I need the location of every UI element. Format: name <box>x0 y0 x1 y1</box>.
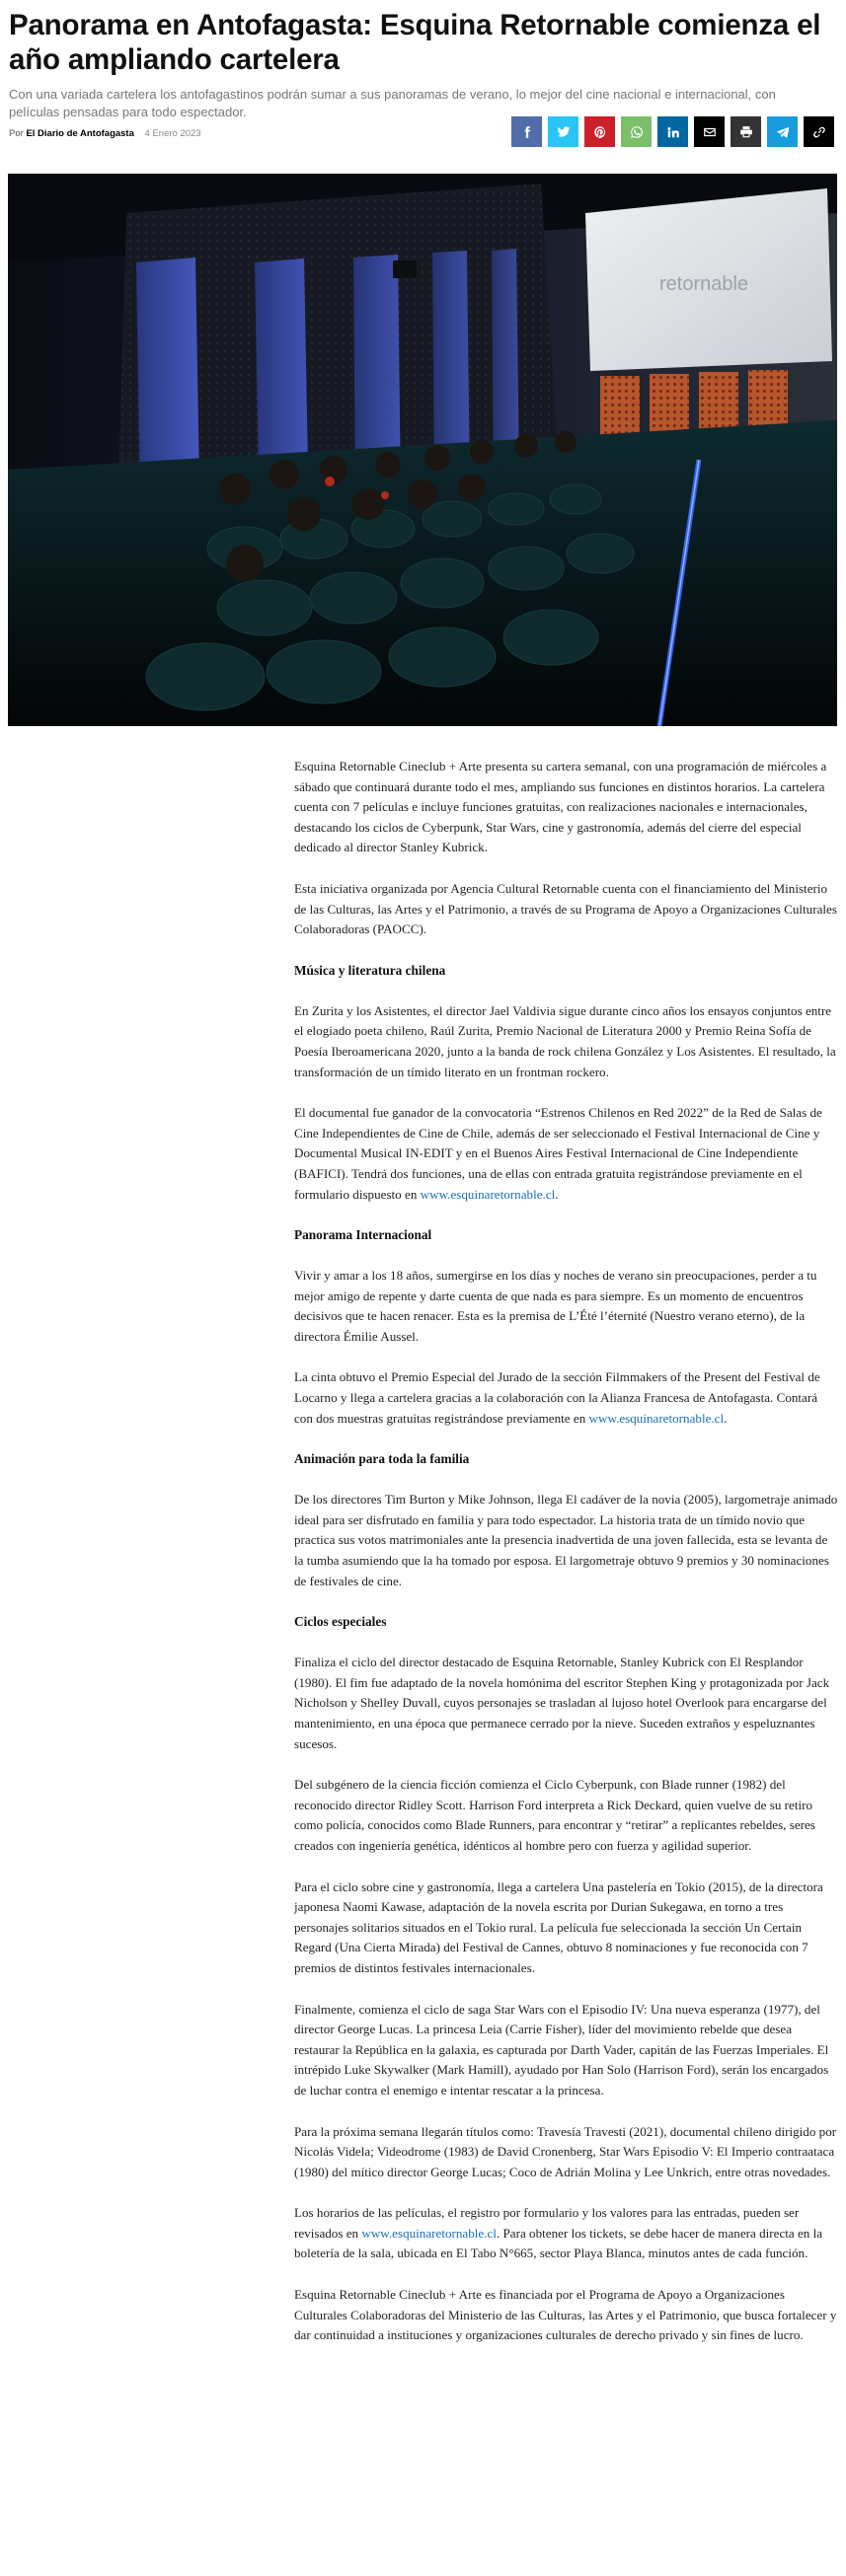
copy-link-icon <box>812 125 826 139</box>
linkedin-icon <box>666 125 680 139</box>
article-header <box>9 8 838 120</box>
whatsapp-share-button[interactable] <box>621 116 652 147</box>
print-icon <box>739 125 753 139</box>
pinterest-icon <box>593 125 607 139</box>
author-link[interactable]: El Diario de Antofagasta <box>26 128 134 139</box>
paragraph: Esta iniciativa organizada por Agencia Cultural Retornable cuenta con el financiamiento del Ministerio de las Culturas, las Artes y el Patrimonio, a través de su Programa de Apoyo a Organizaciones Culturales Colaboradoras (PAOCC). <box>294 880 837 937</box>
paragraph: En Zurita y los Asistentes, el director Jael Valdivia sigue durante cinco años los ensayos conjuntos entre el elogiado poeta chileno, Raúl Zurita, Premio Nacional de Literatura 2000 y Premio Reina Sofía de Poesía Iberoamericana 2020, junto a la banda de rock chilena González y Los Asistentes. El resultado, la transformación de un tímido literato en un frontman rockero. <box>294 1002 836 1079</box>
pinterest-share-button[interactable] <box>584 116 615 147</box>
twitter-share-button[interactable] <box>548 116 578 147</box>
whatsapp-icon <box>630 125 644 139</box>
paragraph: Esquina Retornable Cineclub + Arte es financiada por el Programa de Apoyo a Organizaciones Culturales Colaboradoras del Ministerio de las Culturas, las Artes y el Patrimonio, que busca fortalecer y dar continuidad a instituciones y organizaciones culturales de derecho privado y sin fines de lucro. <box>294 2287 837 2343</box>
telegram-icon <box>776 125 790 139</box>
screen-logo-text: retornable <box>659 273 749 295</box>
paragraph <box>294 1367 839 1429</box>
website-link[interactable]: www.esquinaretornable.cl <box>361 2225 497 2241</box>
paragraph: Del subgénero de la ciencia ficción comienza el Ciclo Cyberpunk, con Blade runner (1982) del reconocido director Ridley Scott. Harrison Ford interpreta a Rick Deckard, quien vuelve de su retiro como policía, conocidos como Blade Runners, para encontrar y “retirar” a replicantes rebeldes, seres creados con ingeniería genética, idénticos al hombre pero con fuerza y agilidad superior. <box>294 1777 815 1853</box>
paragraph-text: Los horarios de las películas, el registro por formulario y los valores para las entradas, pueden ser revisados en <box>294 2205 800 2241</box>
share-bar <box>511 116 834 147</box>
linkedin-share-button[interactable] <box>657 116 688 147</box>
paragraph: Esquina Retornable Cineclub + Arte presenta su cartera semanal, con una programación de miércoles a sábado que continuará durante todo el mes, ampliando sus funciones en distintos horarios. La cartelera cuenta con 7 películas e incluye funciones gratuitas, con realizaciones nacionales e internacionales, destacando los ciclos de Cyberpunk, Star Wars, cine y gastronomía, además del cierre del especial dedicado al director Stanley Kubrick. <box>294 759 827 855</box>
paragraph: Para el ciclo sobre cine y gastronomía, llega a cartelera Una pastelería en Tokio (2015), de la directora japonesa Naomi Kawase, adaptación de la novela escrita por Durian Sukegawa, en torno a tres personajes solitarios situados en el Tokio rural. La película fue seleccionada la sección Un Certain Regard (Una Cierta Mirada) del Festival de Cannes, obtuvo 8 nominaciones y fue reconocida con 7 premios de distintos festivales internacionales. <box>294 1878 823 1975</box>
paragraph <box>294 1103 839 1205</box>
telegram-share-button[interactable] <box>767 116 798 147</box>
paragraph: Finalmente, comienza el ciclo de saga Star Wars con el Episodio IV: Una nueva esperanza (1977), del director George Lucas. La princesa Leia (Carrie Fisher), líder del movimiento rebelde que desea restaurar la República en la galaxia, es capturada por Darth Vader, capitán de las Fuerzas Imperiales. El intrépido Luke Skywalker (Mark Hamill), ayudado por Han Solo (Harrison Ford), serán los encargados de luchar contra el enemigo e intentar rescatar a la princesa. <box>294 2001 829 2098</box>
copy-link-button[interactable] <box>804 116 834 147</box>
meta-row <box>9 116 838 150</box>
facebook-icon <box>520 125 534 139</box>
paragraph-end: . <box>555 1186 559 1202</box>
website-link[interactable]: www.esquinaretornable.cl <box>420 1186 556 1202</box>
paragraph-text: El documental fue ganador de la convocatoria “Estrenos Chilenos en Red 2022” de la Red de Salas de Cine Independientes de Cine de Chile, además de ser seleccionado el Festival Internacional de Cine y Documental Musical IN-EDIT y en el Buenos Aires Festival Internacional de Cine Independiente (BAFICI). Tendrá dos funciones, una de ellas con entrada gratuita registrándose previamente en el formulario dispuesto en <box>294 1105 822 1202</box>
email-share-button[interactable] <box>694 116 725 147</box>
publish-date: 4 Enero 2023 <box>144 128 201 139</box>
paragraph: Para la próxima semana llegarán títulos como: Travesía Travesti (2021), documental chileno dirigido por Nicolás Videla; Videodrome (1983) de David Cronenberg, Star Wars Episodio V: El Imperio contraataca (1980) del mítico director George Lucas; Coco de Adrián Molina y Lee Unkrich, entre otras novedades. <box>294 2123 837 2179</box>
hero-image <box>8 174 837 726</box>
facebook-share-button[interactable] <box>511 116 542 147</box>
byline <box>9 128 201 139</box>
section-heading: Ciclos especiales <box>294 1614 387 1630</box>
section-heading: Música y literatura chilena <box>294 962 446 978</box>
article-body <box>294 757 839 2367</box>
print-button[interactable] <box>731 116 761 147</box>
cinema-photo <box>8 174 837 726</box>
section-heading: Animación para toda la familia <box>294 1451 470 1467</box>
paragraph-text: . Para obtener los tickets, se debe hacer de manera directa en la boletería de la sala, ubicada en El Tabo N°665, sector Playa Blanca, minutos antes de cada función. <box>294 2225 823 2261</box>
paragraph: Vivir y amar a los 18 años, sumergirse en los días y noches de verano sin preocupaciones, perder a tu mejor amigo de repente y darte cuenta de que nada es para siempre. Es un momento de encuentros decisivos que te hacen renacer. Esta es la premisa de L’Été l’éternité (Nuestro verano eterno), de la directora Émilie Aussel. <box>294 1268 817 1344</box>
paragraph: Finaliza el ciclo del director destacado de Esquina Retornable, Stanley Kubrick con El Resplandor (1980). El fim fue adaptado de la novela homónima del escritor Stephen King y protagonizada por Jack Nicholson y Shelley Duvall, cuyos personajes se trasladan al lujoso hotel Overlook para encargarse del mantenimiento, en una época que permanece cerrado por la nieve. Suceden extraños y espeluznantes sucesos. <box>294 1655 830 1751</box>
paragraph-text: La cinta obtuvo el Premio Especial del Jurado de la sección Filmmakers of the Present del Festival de Locarno y llega a cartelera gracias a la colaboración con la Alianza Francesa de Antofagasta. Contará con dos muestras gratuitas registrándose previamente en <box>294 1369 820 1426</box>
twitter-icon <box>557 125 571 139</box>
article-subtitle: Con una variada cartelera los antofagastinos podrán sumar a sus panoramas de verano, lo mejor del cine nacional e internacional, con películas pensadas para todo espectador. <box>9 87 776 119</box>
website-link[interactable]: www.esquinaretornable.cl <box>588 1410 725 1426</box>
email-icon <box>703 125 717 139</box>
paragraph: De los directores Tim Burton y Mike Johnson, llega El cadáver de la novia (2005), largometraje animado ideal para ser disfrutado en familia y para todo espectador. La historia trata de un tímido novio que practica sus votos matrimoniales ante la presencia inadvertida de una joven fallecida, esta se levanta de la tumba asumiendo que la ha tomado por esposa. El largometraje obtuvo 9 premios y 30 nominaciones de festivales de cine. <box>294 1492 838 1588</box>
paragraph <box>294 2203 839 2264</box>
section-heading: Panorama Internacional <box>294 1227 432 1243</box>
byline-prefix: Por <box>9 128 24 139</box>
article-title: Panorama en Antofagasta: Esquina Retornable comienza el año ampliando cartelera <box>9 9 821 76</box>
paragraph-end: . <box>724 1410 728 1426</box>
